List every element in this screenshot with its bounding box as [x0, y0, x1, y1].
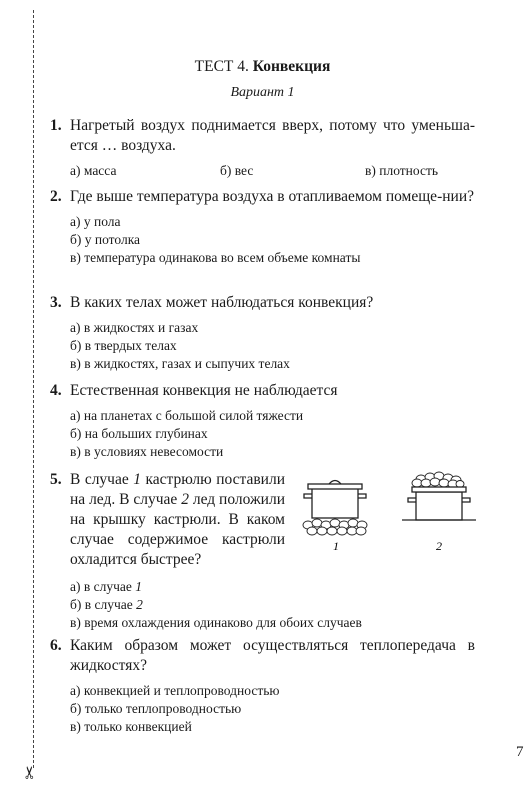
variant-label: Вариант 1: [230, 85, 295, 100]
question-text: Естественная конвекция не наблюдается: [70, 382, 338, 399]
option-c: в) в жидкостях, газах и сыпучих телах: [70, 356, 290, 371]
option-c: в) температура одинакова во всем объеме комнаты: [70, 250, 361, 265]
question-number: 6.: [50, 637, 62, 654]
question-text: В каких телах может наблюдаться конвекция?: [70, 294, 374, 311]
question-3: [50, 293, 475, 373]
option-a: а) в жидкостях и газах: [70, 320, 199, 335]
question-6: [50, 636, 475, 736]
question-4: [50, 381, 475, 461]
question-text: Каким образом может осуществляться теплопередача в жидкостях?: [70, 637, 475, 674]
ice-pile-1: [303, 519, 367, 535]
option-b: б) в твердых телах: [70, 338, 177, 353]
question-text: В случае 1 кастрюлю поставили на лед. В случае 2 лед положили на крышку кастрюли. В каком случае содержимое кастрюли охладится быстрее?: [70, 471, 285, 568]
test-topic: Конвекция: [252, 58, 331, 75]
option-b: б) в случае 2: [70, 597, 143, 612]
question-1: [50, 116, 475, 180]
option-b: б) на больших глубинах: [70, 426, 208, 441]
question-text: Где выше температура воздуха в отапливаемом помеще-нии?: [70, 188, 474, 205]
option-b: б) у потолка: [70, 232, 141, 247]
option-c: в) в условиях невесомости: [70, 444, 224, 459]
option-b: б) только теплопроводностью: [70, 701, 242, 716]
pot-on-ice: [304, 481, 366, 519]
page-number: 7: [516, 744, 524, 760]
option-a: а) на планетах с большой силой тяжести: [70, 408, 304, 423]
question-2: [50, 187, 475, 267]
pots-figure: [298, 470, 478, 560]
option-a: а) масса: [70, 163, 117, 178]
option-a: а) конвекцией и теплопроводностью: [70, 683, 280, 698]
pot-with-ice-on-lid: [408, 487, 470, 520]
test-title: [50, 58, 475, 76]
question-text: Нагретый воздух поднимается вверх, потому что уменьша-ется … воздуха.: [70, 117, 475, 154]
option-c: в) плотность: [365, 163, 439, 178]
question-number: 5.: [50, 471, 62, 488]
question-5: [50, 470, 475, 632]
option-a: а) в случае 1: [70, 579, 142, 594]
option-c: в) только конвекцией: [70, 719, 192, 734]
question-number: 1.: [50, 117, 62, 134]
question-number: 4.: [50, 382, 62, 399]
figure-label-2: 2: [436, 539, 442, 553]
scissors-icon: ✂: [20, 765, 41, 780]
question-number: 2.: [50, 188, 62, 205]
question-number: 3.: [50, 294, 62, 311]
option-a: а) у пола: [70, 214, 121, 229]
option-b: б) вес: [220, 163, 254, 178]
option-c: в) время охлаждения одинаково для обоих случаев: [70, 615, 362, 630]
test-label: ТЕСТ 4.: [194, 58, 249, 75]
figure-label-1: 1: [333, 539, 339, 553]
ice-pile-2: [412, 472, 464, 488]
cut-line: [33, 10, 34, 768]
